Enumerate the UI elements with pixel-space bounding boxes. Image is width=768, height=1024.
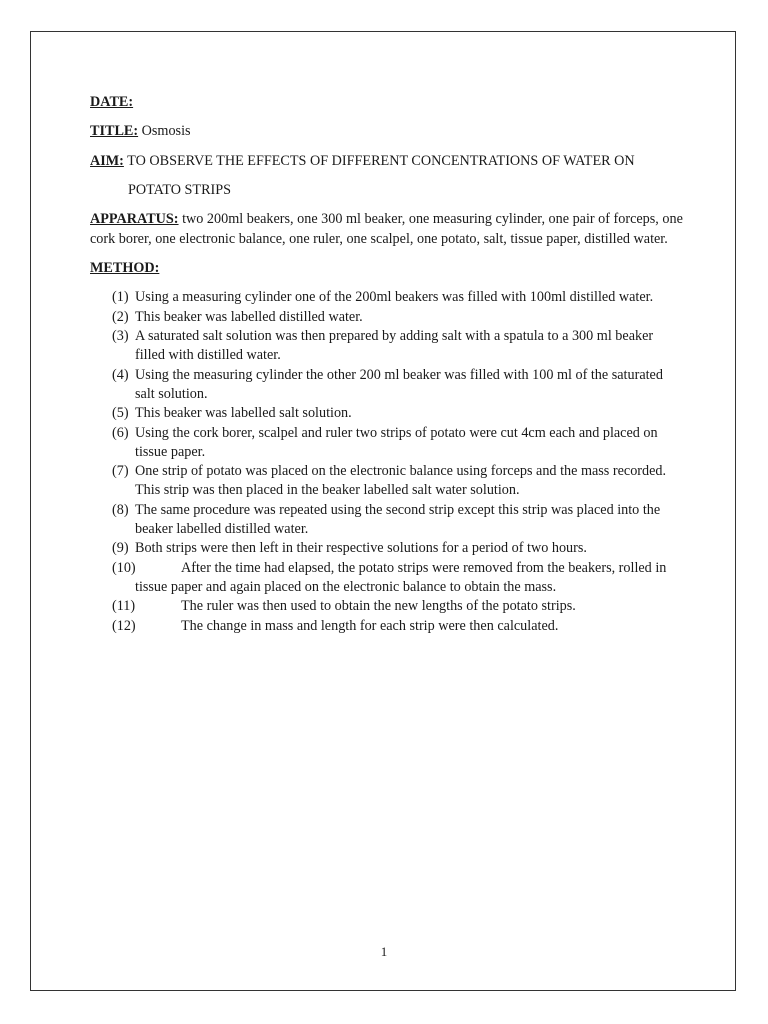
date-label: DATE: bbox=[90, 94, 134, 110]
title-field bbox=[90, 122, 690, 141]
step-text: The same procedure was repeated using the second strip except this strip was placed into the beaker labelled distilled water. bbox=[135, 501, 661, 538]
step-text: Using the measuring cylinder the other 200 ml beaker was filled with 100 ml of the saturated salt solution. bbox=[135, 366, 663, 402]
date-field bbox=[90, 93, 690, 112]
method-step bbox=[112, 404, 677, 423]
apparatus-field bbox=[90, 210, 690, 249]
step-text: Using a measuring cylinder one of the 200ml beakers was filled with 100ml distilled water. bbox=[135, 289, 654, 306]
step-text: The ruler was then used to obtain the new lengths of the potato strips. bbox=[181, 598, 576, 615]
method-step bbox=[112, 597, 677, 616]
step-number: (4) bbox=[112, 366, 129, 383]
aim-field bbox=[90, 152, 690, 171]
step-text: A saturated salt solution was then prepared by adding salt with a spatula to a 300 ml beaker filled with distilled water. bbox=[135, 328, 654, 364]
step-number: (8) bbox=[112, 501, 129, 518]
method-step bbox=[112, 559, 677, 598]
method-steps-list bbox=[90, 288, 677, 635]
apparatus-text: two 200ml beakers, one 300 ml beaker, one measuring cylinder, one pair of forceps, one cork borer, one electronic balance, one ruler, one scalpel, one potato, salt, tissue paper, distilled water. bbox=[90, 211, 683, 247]
step-number: (11) bbox=[112, 598, 136, 615]
step-number: (5) bbox=[112, 405, 129, 422]
method-step bbox=[112, 308, 677, 327]
title-label: TITLE: bbox=[90, 123, 139, 140]
method-step bbox=[112, 327, 677, 366]
step-text: Both strips were then left in their respective solutions for a period of two hours. bbox=[135, 540, 587, 557]
step-text: This beaker was labelled distilled water. bbox=[135, 308, 363, 325]
step-number: (10) bbox=[112, 559, 136, 576]
step-number: (9) bbox=[112, 540, 129, 557]
page-number: 1 bbox=[380, 944, 388, 959]
method-step bbox=[112, 462, 677, 501]
method-label: METHOD: bbox=[90, 260, 160, 277]
method-step bbox=[112, 288, 677, 307]
step-number: (12) bbox=[112, 617, 136, 634]
step-text: One strip of potato was placed on the electronic balance using forceps and the mass recorded. This strip was then placed in the beaker labelled salt water solution. bbox=[135, 463, 667, 499]
step-text: The change in mass and length for each strip were then calculated. bbox=[181, 617, 559, 634]
method-step bbox=[112, 424, 677, 463]
method-step bbox=[112, 501, 677, 540]
aim-text-line2: POTATO STRIPS bbox=[128, 181, 232, 198]
step-number: (2) bbox=[112, 308, 129, 325]
method-step bbox=[112, 539, 677, 558]
aim-label: AIM: bbox=[90, 152, 124, 169]
step-number: (7) bbox=[112, 463, 129, 480]
method-step bbox=[112, 617, 677, 636]
step-number: (6) bbox=[112, 424, 129, 441]
aim-text-line1: TO OBSERVE THE EFFECTS OF DIFFERENT CONCENTRATIONS OF WATER ON bbox=[123, 152, 635, 169]
step-text: This beaker was labelled salt solution. bbox=[135, 405, 352, 422]
step-text: After the time had elapsed, the potato strips were removed from the beakers, rolled in tissue paper and again placed on the electronic balance to obtain the mass. bbox=[135, 559, 667, 595]
step-number: (1) bbox=[112, 289, 129, 306]
method-heading bbox=[90, 259, 690, 278]
title-value: Osmosis bbox=[138, 123, 191, 140]
apparatus-label: APPARATUS: bbox=[90, 211, 179, 228]
step-text: Using the cork borer, scalpel and ruler two strips of potato were cut 4cm each and placed on tissue paper. bbox=[135, 424, 658, 460]
method-step bbox=[112, 366, 677, 405]
step-number: (3) bbox=[112, 328, 129, 345]
document-body bbox=[90, 93, 690, 636]
